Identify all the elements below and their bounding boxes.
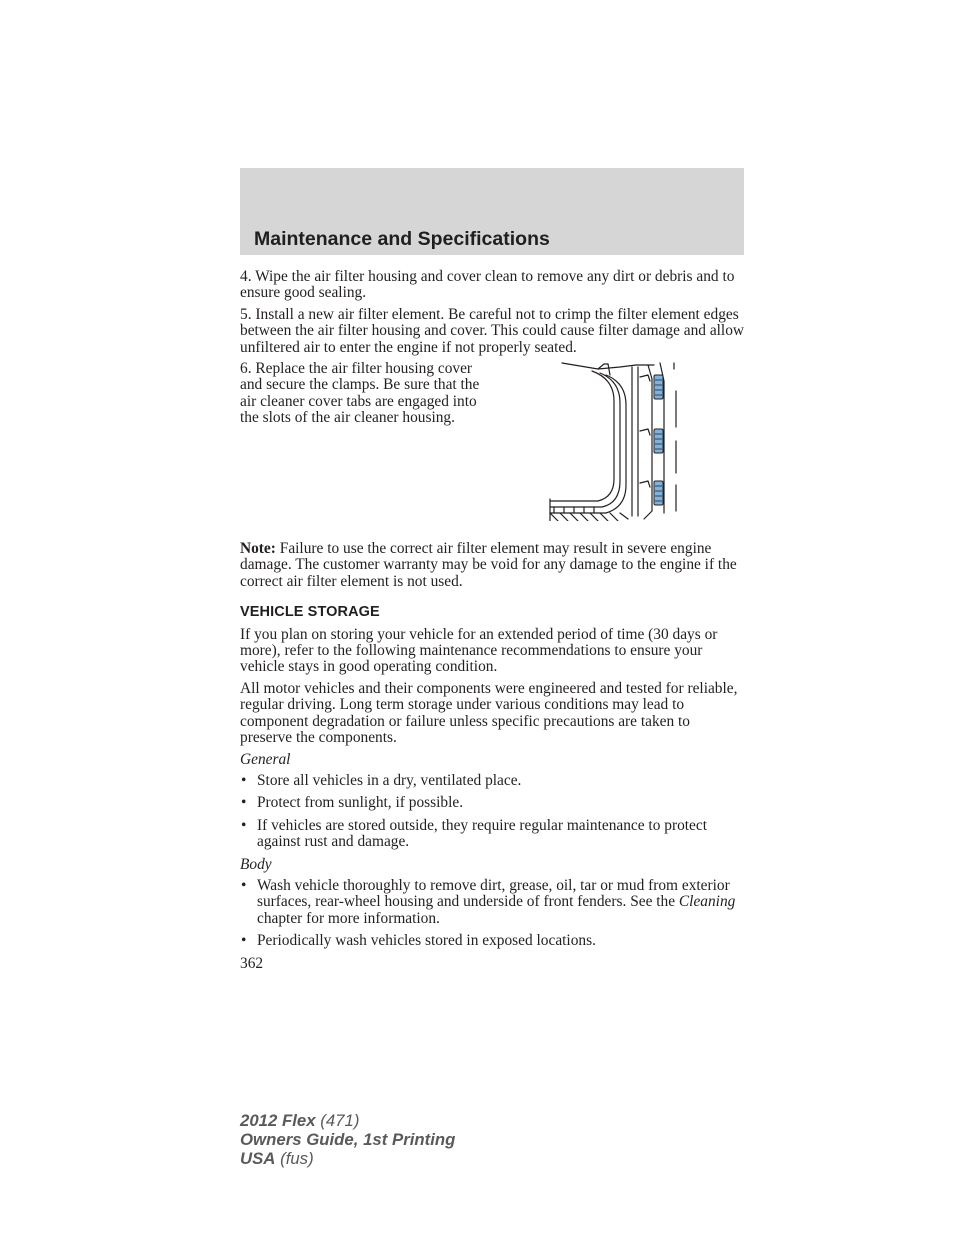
list-item: • If vehicles are stored outside, they require regular maintenance to protect against rust and damage. [241, 816, 707, 851]
list-item: • Protect from sunlight, if possible. [241, 794, 464, 812]
footer-guide-line: Owners Guide, 1st Printing [240, 1130, 456, 1149]
bullet-glyph: • [241, 816, 247, 834]
step-6-row [240, 361, 744, 536]
note-text: Failure to use the correct air filter element may result in severe engine damage. The customer warranty may be void for any damage to the engine if the correct air filter element is not used. [240, 540, 737, 590]
list-item: • Periodically wash vehicles stored in exposed locations. [241, 932, 596, 950]
note-paragraph [240, 541, 744, 590]
step-4: 4. Wipe the air filter housing and cover clean to remove any dirt or debris and to ensure good sealing. [240, 268, 735, 302]
air-filter-housing-illustration [548, 361, 682, 521]
step-5: 5. Install a new air filter element. Be careful not to crimp the filter element edges between the air filter housing and cover. This could cause filter damage and allow unfiltered air to enter the engine if not properly seated. [240, 305, 745, 356]
section-header-band [240, 168, 744, 255]
general-bullet-list [240, 773, 744, 851]
list-item: • Store all vehicles in a dry, ventilated place. [241, 771, 522, 789]
bullet-glyph: • [241, 876, 247, 894]
footer-model-line: 2012 Flex (471) [240, 1111, 360, 1130]
note-label: Note: [240, 540, 276, 558]
page-number: 362 [240, 954, 264, 972]
list-item: • Wash vehicle thoroughly to remove dirt, grease, oil, tar or mud from exterior surfaces, rear-wheel housing and underside of front fenders. See the Cleaning chapter for more information. [241, 876, 736, 927]
bullet-glyph: • [241, 794, 247, 812]
body-bullet-list [240, 878, 744, 950]
cover-tab-highlights [654, 375, 663, 505]
cleaning-chapter-reference: Cleaning [678, 893, 736, 911]
bullet-glyph: • [241, 771, 247, 789]
body-subheading: Body [240, 855, 272, 873]
vehicle-storage-heading: VEHICLE STORAGE [240, 604, 380, 621]
general-subheading: General [240, 750, 291, 768]
page-content [240, 269, 744, 972]
storage-intro-paragraph: If you plan on storing your vehicle for an extended period of time (30 days or more), refer to the following maintenance recommendations to ensure your vehicle stays in good operating condition. [240, 625, 718, 676]
footer-region-line: USA (fus) [240, 1149, 314, 1168]
step-6: 6. Replace the air filter housing cover and secure the clamps. Be sure that the air cleaner cover tabs are engaged into the slots of the air cleaner housing. [240, 360, 480, 427]
storage-components-paragraph: All motor vehicles and their components were engineered and tested for reliable, regular driving. Long term storage under various conditions may lead to component degradation or failure unless specific precautions are taken to preserve the components. [240, 679, 738, 747]
bullet-glyph: • [241, 932, 247, 950]
section-title: Maintenance and Specifications [254, 228, 550, 250]
document-footer [240, 1111, 455, 1168]
